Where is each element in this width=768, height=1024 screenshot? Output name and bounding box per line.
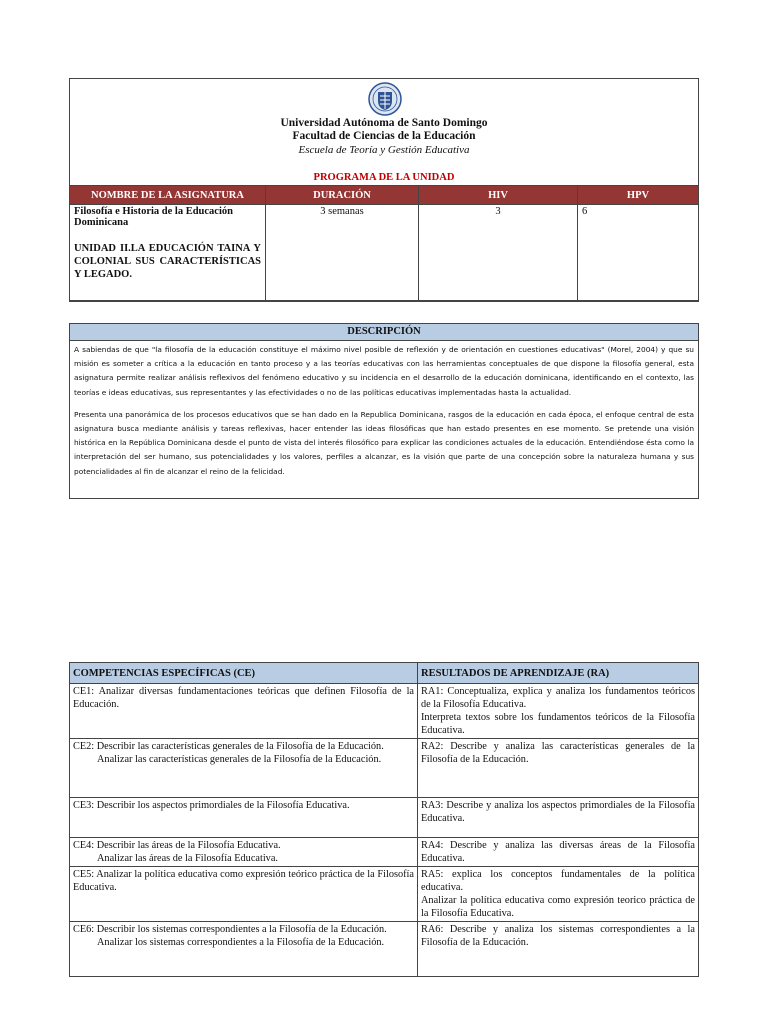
- school-name: Escuela de Teoría y Gestión Educativa: [298, 144, 470, 156]
- ra-text: RA2: Describe y analiza las características generales de la Filosofía de la Educación.: [421, 741, 695, 765]
- description-paragraph-1: A sabiendas de que "la filosofía de la educación constituye el máximo nivel posible de reflexión y de orientación en cuestiones educativas" (Morel, 2004) y que su misión es someter a crítica a la educación en tanto proceso y a las teorías educativas con las herramientas conceptuales de que dispone la filosofía general, esta asignatura permite realizar análisis reflexivos del fenómeno educativo y su incidencia en el desarrollo de la educación dominicana, identificando en el contexto, las teorías e ideas educativas, sus representantes y las efectividades o no de las políticas educativas implementadas hasta la actualidad.: [74, 345, 694, 397]
- col-header-resultados: RESULTADOS DE APRENDIZAJE (RA): [418, 663, 699, 684]
- competencies-header: [70, 663, 699, 684]
- ce-cell: [70, 922, 418, 977]
- table-row: [70, 798, 699, 838]
- ce-cell: [70, 739, 418, 798]
- ce-text: CE2: Describir las características generales de la Filosofía de la Educación.: [73, 741, 384, 752]
- program-header: [69, 78, 699, 301]
- ce-text: Analizar las características generales de la Filosofía de la Educación.: [97, 754, 382, 765]
- col-header-hiv: HIV: [419, 186, 578, 205]
- duration-cell: 3 semanas: [266, 205, 419, 302]
- competencies-table: [69, 662, 699, 977]
- ra-text: Interpreta textos sobre los fundamentos teóricos de la Filosofía Educativa.: [421, 712, 695, 736]
- table-row: [70, 838, 699, 867]
- ra-cell: [418, 838, 699, 867]
- hiv-cell: 3: [419, 205, 578, 302]
- subject-row: [70, 205, 699, 302]
- ce-text: CE5: Analizar la política educativa como expresión teórico práctica de la Filosofía Educativa.: [73, 869, 414, 893]
- university-seal-icon: [368, 81, 402, 117]
- ce-cell: [70, 867, 418, 922]
- ce-text: CE4: Describir las áreas de la Filosofía Educativa.: [73, 840, 281, 851]
- subject-table-header: [70, 186, 699, 205]
- hpv-cell: 6: [578, 205, 699, 302]
- university-name: Universidad Autónoma de Santo Domingo: [280, 117, 488, 129]
- ra-text: RA4: Describe y analiza las diversas áreas de la Filosofía Educativa.: [421, 840, 695, 864]
- table-row: [70, 739, 699, 798]
- col-header-hpv: HPV: [578, 186, 699, 205]
- ra-cell: [418, 684, 699, 739]
- col-header-subject: NOMBRE DE LA ASIGNATURA: [70, 186, 266, 205]
- ce-cell: [70, 798, 418, 838]
- ce-cell: [70, 838, 418, 867]
- col-header-competencias: COMPETENCIAS ESPECÍFICAS (CE): [70, 663, 418, 684]
- program-title: PROGRAMA DE LA UNIDAD: [313, 172, 455, 183]
- subject-table: [69, 185, 699, 302]
- ra-cell: [418, 867, 699, 922]
- ra-cell: [418, 739, 699, 798]
- table-row: [70, 867, 699, 922]
- ra-text: RA6: Describe y analiza los sistemas correspondientes a la Filosofía de la Educación.: [421, 924, 695, 948]
- ra-text: RA3: Describe y analiza los aspectos primordiales de la Filosofía Educativa.: [421, 800, 695, 824]
- ce-cell: [70, 684, 418, 739]
- ra-text: RA1: Conceptualiza, explica y analiza los fundamentos teóricos de la Filosofía Educativa.: [421, 686, 695, 710]
- ra-cell: [418, 922, 699, 977]
- subject-cell: [70, 205, 266, 302]
- unit-title: UNIDAD II.LA EDUCACIÓN TAINA Y COLONIAL SUS CARACTERÍSTICAS Y LEGADO.: [74, 243, 261, 280]
- ce-text: Analizar las áreas de la Filosofía Educativa.: [97, 853, 278, 864]
- description-section: [69, 323, 699, 499]
- faculty-name: Facultad de Ciencias de la Educación: [292, 130, 476, 142]
- ce-text: Analizar los sistemas correspondientes a la Filosofía de la Educación.: [97, 937, 385, 948]
- table-row: [70, 684, 699, 739]
- subject-name: Filosofía e Historia de la Educación Dominicana: [74, 206, 233, 228]
- ra-text: RA5: explica los conceptos fundamentales de la política educativa.: [421, 869, 695, 893]
- description-heading: DESCRIPCIÓN: [70, 324, 698, 341]
- ce-text: CE6: Describir los sistemas correspondientes a la Filosofía de la Educación.: [73, 924, 387, 935]
- ce-text: CE3: Describir los aspectos primordiales de la Filosofía Educativa.: [73, 800, 350, 811]
- ce-text: CE1: Analizar diversas fundamentaciones teóricas que definen Filosofía de la Educación.: [73, 686, 414, 710]
- description-paragraph-2: Presenta una panorámica de los procesos educativos que se han dado en la Republica Dominicana, rasgos de la educación en cada época, el enfoque central de esta asignatura busca mediante análisis y tareas reflexivas, hacer entender las ideas filosóficas que han estado presentes en ese momento. Se pretende una visión histórica en la República Dominicana desde el punto de vista del interés filosófico para explicar las condiciones actuales de la educación. Entendiéndose ésta como la interpretación del ser humano, sus potencialidades y los valores, perfiles a alcanzar, es la visión que parte de una concepción sobre la naturaleza humana y sus potencialidades al fin de alcanzar el reino de la felicidad.: [74, 409, 694, 476]
- ra-text: Analizar la política educativa como expresión teorico práctica de la Filosofía Educativa.: [421, 895, 695, 919]
- table-row: [70, 922, 699, 977]
- ra-cell: [418, 798, 699, 838]
- col-header-duration: DURACIÓN: [266, 186, 419, 205]
